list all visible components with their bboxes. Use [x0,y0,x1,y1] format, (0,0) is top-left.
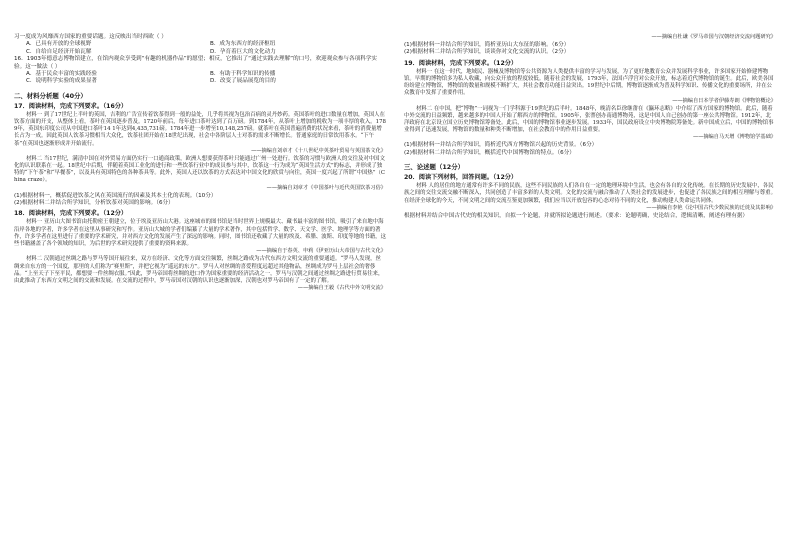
q19-heading: 19．阅读材料，完成下列要求。（12分） [404,59,518,67]
q16-option-d: D．改变了展品展览的目的 [210,78,276,85]
q20-requirement: 根据材料并结合中国古代史的相关知识，自拟一个论题，并就所拟论题进行阐述。（要求：论题明确，史论结合，逻辑清晰，阐述有理有据） [404,212,749,219]
q17-requirement-2: (2)根据材料二并结合所学知识，分析饮茶对英国的影响。（6分） [14,200,174,207]
q20-source: ——摘编自李艳《论中国古代少数民族的迁徙及其影响》 [646,204,776,211]
q15-option-d: D．孕育着巨大的文化动力 [210,48,276,55]
q17-source-1: ——摘编自刘章才《十八世纪中英茶叶贸易与英国茶文化》 [251,147,386,154]
q18-material-2: 材料二 汉朝通过丝绸之路与罗马等国开展往来，双方在经济、文化等方面交往频繁，丝绸之路成为古代东西方文明交流的重要通道。“罗马人发现，丝绸来自东方的一个国度，那里的人们称为“赛里斯”，并把它视为“遥远的东方”。罗马人对丝绸的喜爱程度远超过其他物品，丝绸成为罗马上层社会的奢侈品。“上至天子下至平民，都想要一件丝绸衣服。”因此，罗马帝国将丝绸的进口作为国家重要的经济活动之一，罗马与汉朝之间通过丝绸之路进行贸易往来，由此推动了东西方文明之间的交流和发展。在交流的过程中，罗马帝国对汉朝的认识也逐渐加深，汉朝也对罗马帝国有了一定的了解。 [14,256,384,284]
q18-requirement-2: (2)根据材料二并结合所学知识，谈谈你对文化交流的认识。（2分） [404,49,570,56]
q19-requirement-1: (1)根据材料一并结合所学知识，简析近代西方博物馆兴起的历史背景。（6分） [404,142,598,149]
q15-option-c: C．自给自足经济开始瓦解 [26,48,92,55]
q18-heading: 18．阅读材料，完成下列要求。（12分） [14,210,128,218]
q16-stem: 16．1903年德意志博物馆建立，在馆内观众享受到“有趣的机器作品”的愿望；相反，它推出了“通过实践去理解”的口号，欢迎观众参与各项科学实验。这一做法（ ） [14,56,377,70]
q20-heading: 20．阅读下列材料，回答问题。（12分） [404,174,518,182]
section-heading-essay: 三、论述题（12分） [404,163,465,172]
q17-source-2: ——摘编自刘章才《中国茶叶与近代英国饮茶习俗》 [266,184,386,191]
q16-option-b: B．有助于科学知识的传播 [210,71,276,78]
q17-heading: 17．阅读材料，完成下列要求。（16分） [14,102,128,110]
q19-material-2: 材料二 在中国，把“博物”一词视为一门学科源于19世纪的后半叶。1848年，晚清名臣徐继畬在《瀛环志略》中介绍了西方国家的博物馆。此后，随着中外交流的日益频繁，越来越多的中国人开始了解西方的博物馆。1905年，张謇创办南通博物苑，这是中国人自己创办的第一座公共博物馆。1912年，北洋政府在北京设立国立历史博物馆筹备处。此后，中国的博物馆事业逐步发展。1933年，国民政府设立中央博物院筹备处。新中国成立后，中国的博物馆事业得到了迅速发展，博物馆的数量和种类不断增加，在社会教育中的作用日益重要。 [404,105,774,134]
q16-option-a: A．基于民众丰富的实践经验 [26,71,97,78]
q19-requirement-2: (2)根据材料二并结合所学知识，概括近代中国博物馆的特点。（6分） [404,149,575,156]
q18-material-1: 材料一 亚历山大图书馆由托勒密王朝建立，位于埃及亚历山大港。这座城市的图书馆是当时世界上规模最大、藏书最丰富的图书馆，吸引了来自地中海沿岸各地的学者，许多学者在这里从事研究和写作。亚历山大城的学者们编纂了大量的学术著作，其中包括哲学、数学、天文学、医学、地理学等方面的著作，许多学者在这里进行了重要的学术研究，并对西方文化的发展产生了深远的影响。同时，图书馆还收藏了大量的埃及、希腊、波斯、印度等地的书籍，这些书籍涵盖了各个领域的知识，为后世的学术研究提供了重要的资料来源。 [14,219,386,248]
q18-source-1: ——摘编自于春英、申莉《伊亚历山大帝国与古代文化》 [256,248,386,255]
q18-source-2: ——摘编自王毅《古代中外文明交流》 [297,285,386,292]
q18-source-continued: ——摘编自杜谦《罗马帝国与汉朝经济交流问题研究》 [651,34,776,40]
q20-material: 材料 人的居住的地方通常有许多不同的民族，这些不同民族的人们各自在一定的地理环境中生活，也会有各自的文化传统。在长期的历史发展中，各民族之间的交往交流交融不断深入，共同创造了丰富多彩的人类文明。文化的交流与融合推动了人类社会的发展进步，也促进了各民族之间的相互理解与尊重。在经济全球化的今天，不同文明之间的交流互鉴更加频繁，我们应当以开放包容的心态对待不同的文化，推动构建人类命运共同体。 [404,183,776,204]
q17-material-2: 材料二 当17世纪，满清中国在对外贸易方面仍实行一口通商政策，欧洲人想要获得茶叶只能通过广州一处进行。饮茶的习惯与欧洲人的交往及对中国文化的认识联系在一起。18世纪中后期，伴随着英国工业化的进行和一些饮茶行业中的成员参与其中，饮茶这一行为成为“英国生活方式”的标志，并形成了独特的“下午茶”和“早餐茶”，以及具有英国特色的各种茶具等。此外，英国人还以饮茶的方式表达对中国文化的欣赏与向往，英国一度兴起了所谓“中国热”（China craze）。 [14,155,386,184]
q18-requirement-1: (1)根据材料一并结合所学知识，简析亚历山大东征的影响。（6分） [404,42,570,48]
q15-option-b: B．成为东西方的经济枢纽 [210,41,276,48]
q19-material-1: 材料一 在这一时代，地域民、器械及博物馆等公共资源为人类提供丰富的学习与发展，为了更好地教育公众并发展科学事业，许多国家开始修建博物馆。早期的博物馆多为私人收藏，向公众开放的程度较低。随着社会的发展，1793年，法国卢浮宫对公众开放，标志着近代博物馆的诞生。此后，欧美各国纷纷建立博物馆，博物馆的数量和规模不断扩大，其社会教育功能日益突出。19世纪中后期，博物馆逐渐成为普及科学知识、传播文化的重要场所，并在公众教育中发挥了重要作用。 [404,68,774,97]
section-heading-material-analysis: 二、材料分析题（40分） [14,91,87,100]
q15-options [14,41,386,56]
left-column [14,34,386,293]
right-column [404,34,776,220]
q15-option-a: A．已具有开放的全球视野 [26,41,92,48]
q16-options [14,71,386,86]
q19-source-1: ——摘编自日本学者伊藤寿朗《博物馆概论》 [672,97,776,104]
q16-option-c: C．说明科学实验的成果显著 [26,78,98,85]
q17-requirement-1: (1)根据材料一，概括促进饮茶之风在英国流行的因素及其本土化的表现。（10分） [14,192,217,199]
q17-material-1: 材料一 到了17世纪上半叶的英国，吉利的广告宣传着饮茶得到一般的益处，几乎将其视为包治百病的灵丹妙药。英国茶叶的进口数量在增加，英国人在饮茶方面的开支，从整体上看，茶叶在英国逐步普及。1720年前后，每年进口茶叶达到了百万磅。到1784年，从茶叶上增加的税收为一项丰厚的收入。1789年，英国东印度公司从中国进口茶叶14 1年达到4,435,731磅。1784年进一步增至10,148,257磅。就茶叶在英国普遍消费的状况来看，茶叶的消费量增长占为一成。因此英国人饮茶习惯相当大众化，饮茶社团开始在18世纪出现，社会中各阶层人士对茶的需求不断增长。普通家庭的日常饮用茶水。“下午茶”在英国也逐渐形成并开始流行。 [14,111,386,147]
q19-source-2: ——摘编自马天增《博物馆学基础》 [692,134,776,141]
q15-stem-tail: 习一度成为风靡西方国家的重要话题。这反映出当时西欧（ ） [14,34,167,40]
